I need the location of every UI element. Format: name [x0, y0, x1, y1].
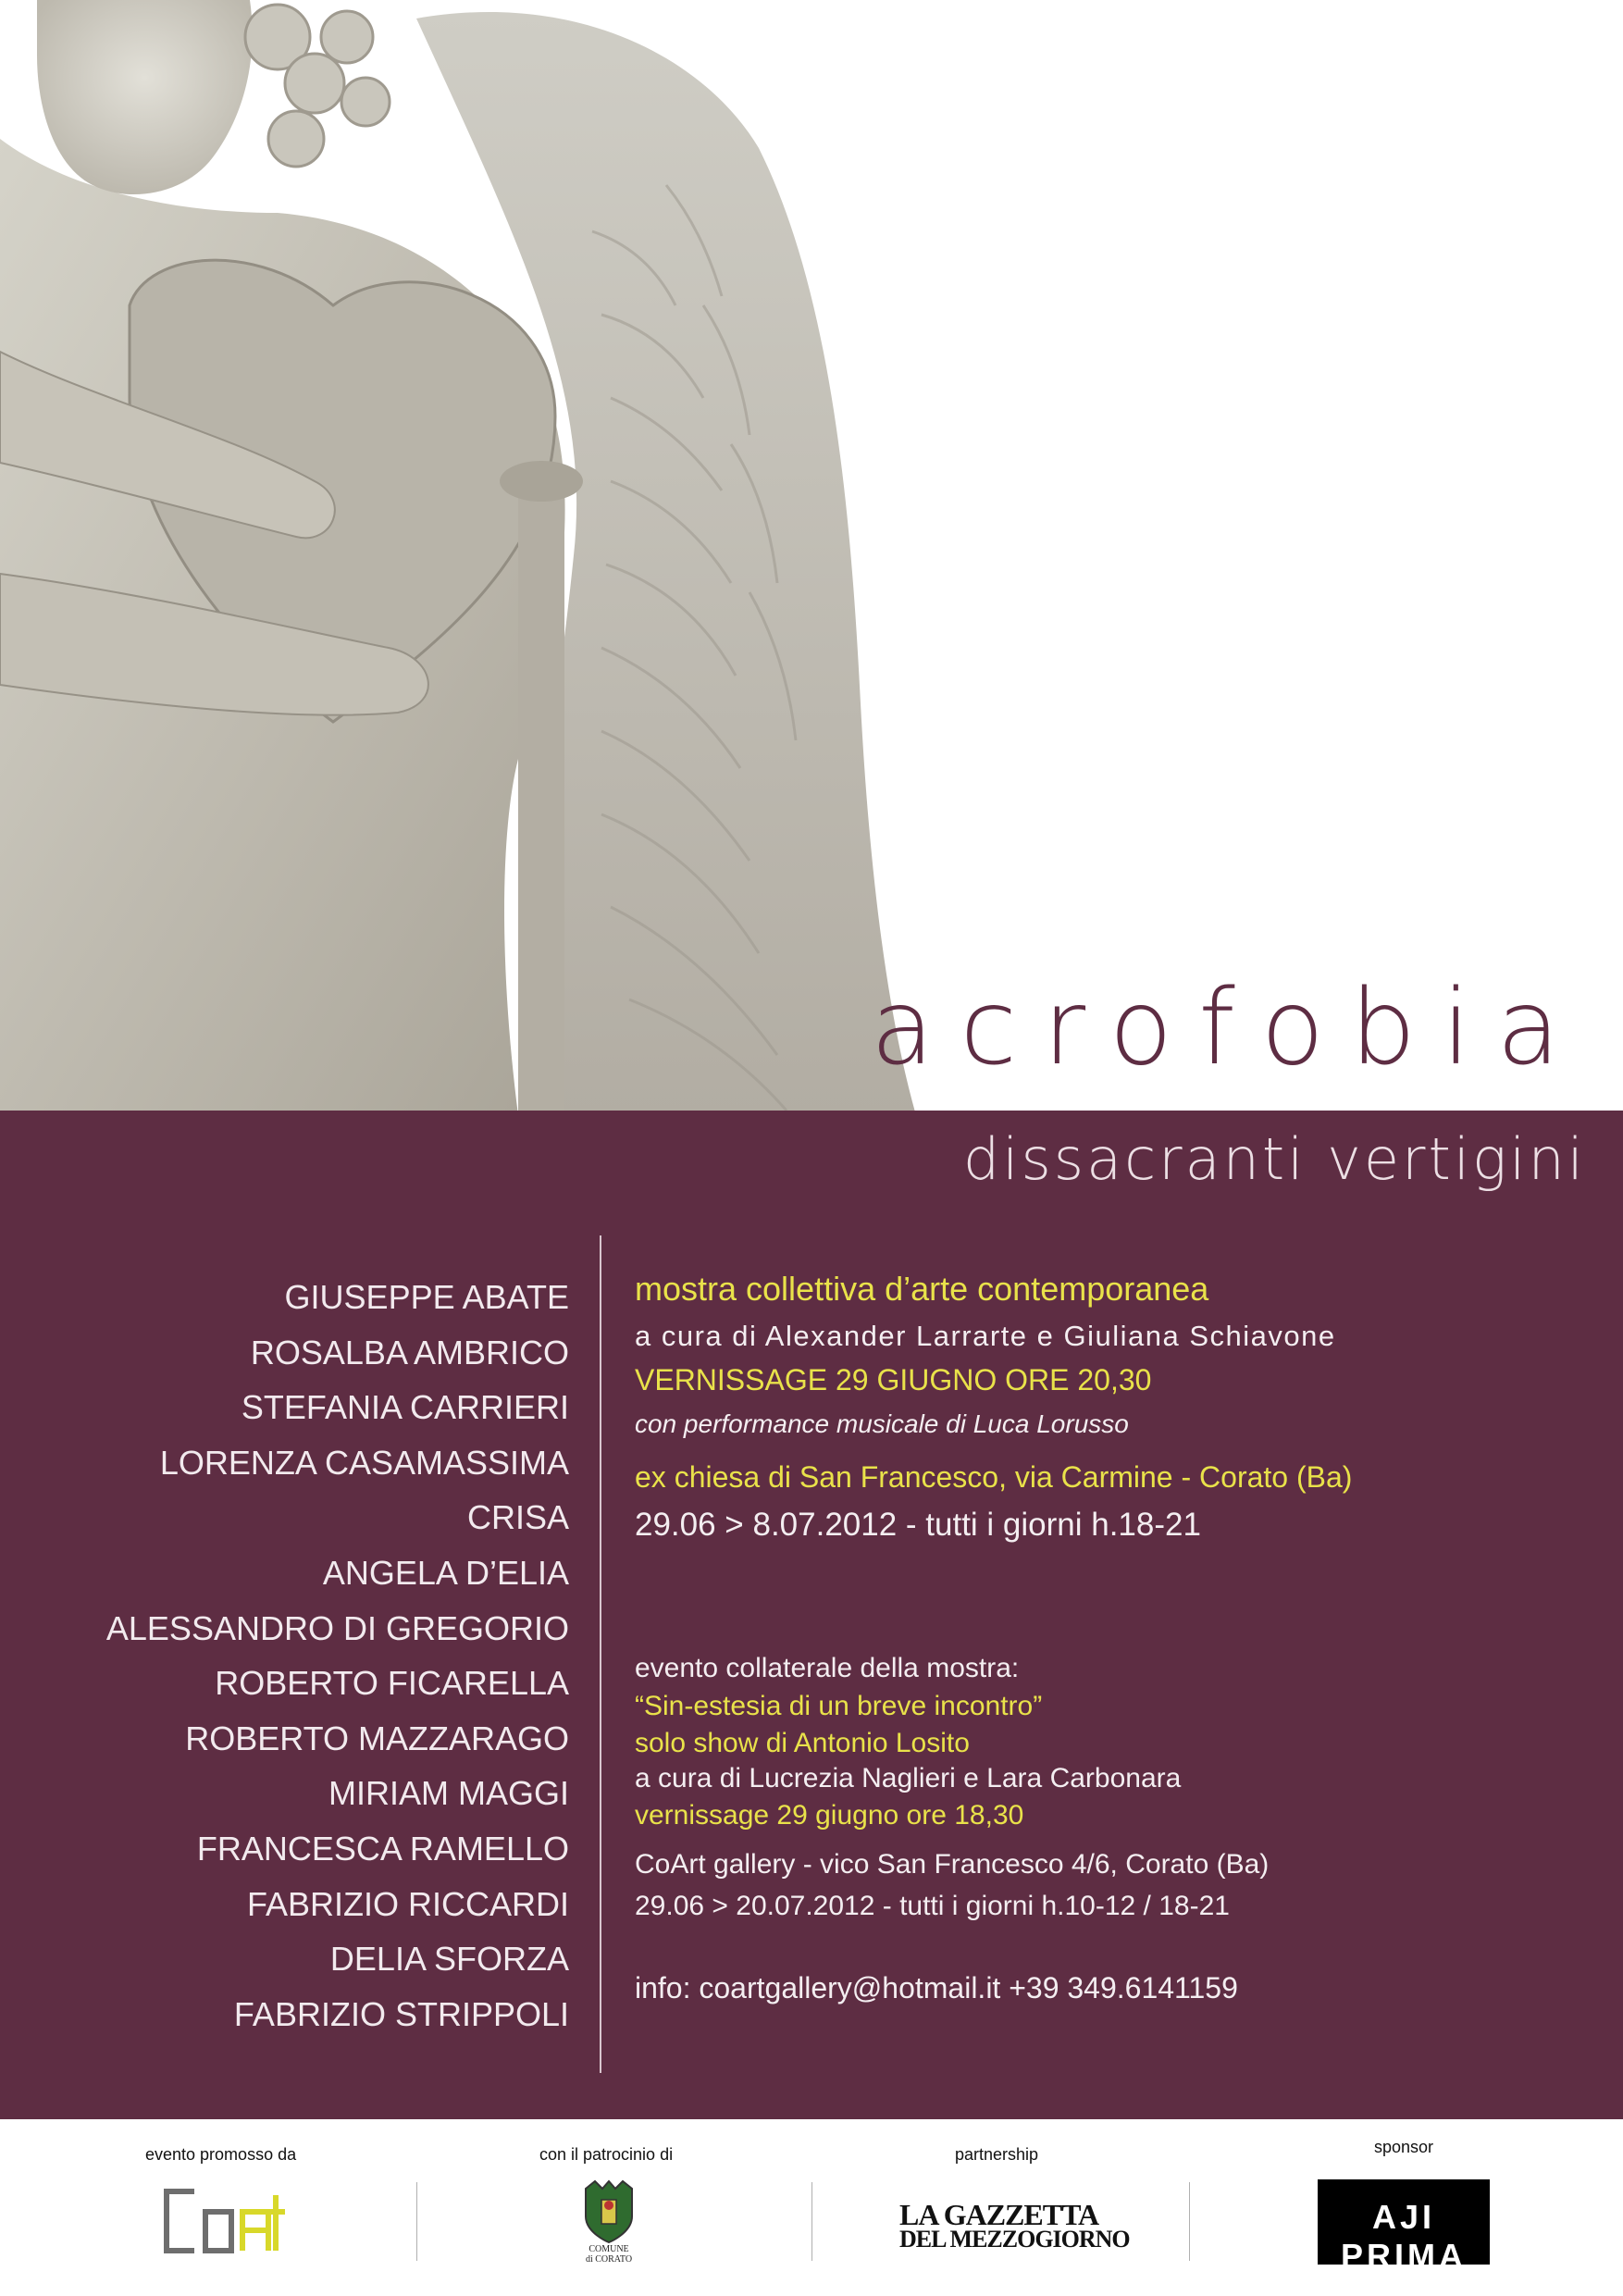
artist-name: LORENZA CASAMASSIMA [159, 1443, 569, 1482]
patronage-label: con il patrocinio di [539, 2145, 674, 2164]
exhibition-type: mostra collettiva d’arte contemporanea [635, 1270, 1209, 1308]
collateral-vernissage: vernissage 29 giugno ore 18,30 [635, 1800, 1024, 1831]
collateral-intro: evento collaterale della mostra: [635, 1653, 1020, 1683]
exhibition-performance: con performance musicale di Luca Lorusso [635, 1409, 1129, 1438]
artist-name: ROBERTO FICARELLA [215, 1664, 569, 1703]
artist-name: ROBERTO MAZZARAGO [185, 1719, 569, 1757]
coart-logo [159, 2184, 289, 2258]
artist-name: FRANCESCA RAMELLO [196, 1829, 569, 1868]
column-divider [600, 1235, 601, 2073]
exhibition-subtitle: dissacranti vertigini [962, 1125, 1586, 1193]
collateral-title: “Sin-estesia di un breve incontro” [635, 1691, 1043, 1721]
footer-separator [1189, 2182, 1190, 2261]
artist-name: CRISA [466, 1498, 569, 1537]
exhibition-title: acrofobia [870, 968, 1586, 1088]
artist-list [106, 1270, 569, 2042]
sponsor-label: sponsor [1374, 2138, 1434, 2156]
sponsor-logo-sub: LOUNGE BAR [1336, 2276, 1471, 2286]
collateral-curators: a cura di Lucrezia Naglieri e Lara Carbonara [635, 1763, 1182, 1793]
contact-info: info: coartgallery@hotmail.it +39 349.6141159 [635, 1971, 1238, 2004]
exhibition-vernissage: VERNISSAGE 29 GIUGNO ORE 20,30 [635, 1363, 1152, 1396]
collateral-venue: CoArt gallery - vico San Francesco 4/6, Corato (Ba) [635, 1849, 1270, 1880]
artist-name: DELIA SFORZA [329, 1940, 569, 1979]
comune-corato-crest [576, 2179, 641, 2272]
exhibition-venue: ex chiesa di San Francesco, via Carmine - Corato (Ba) [635, 1460, 1353, 1494]
artist-name: ALESSANDRO DI GREGORIO [105, 1608, 569, 1647]
promoted-by-label: evento promosso da [145, 2145, 297, 2164]
exhibition-dates: 29.06 > 8.07.2012 - tutti i giorni h.18-21 [635, 1507, 1201, 1543]
artist-name: FABRIZIO RICCARDI [246, 1884, 569, 1923]
artist-name: FABRIZIO STRIPPOLI [233, 1994, 569, 2033]
comune-line2: di CORATO [585, 2254, 633, 2265]
footer-separator [416, 2182, 417, 2261]
gazzetta-line2: DEL MEZZOGIORNO [899, 2226, 1130, 2253]
sponsor-logo [1318, 2179, 1490, 2286]
comune-line1: COMUNE [588, 2244, 629, 2254]
gazzetta-logo [899, 2198, 1130, 2253]
collateral-show: solo show di Antonio Losito [635, 1728, 970, 1758]
comune-label [576, 2244, 641, 2265]
gazzetta-line1: LA GAZZETTA [899, 2198, 1099, 2231]
collateral-dates: 29.06 > 20.07.2012 - tutti i giorni h.10-12 / 18-21 [635, 1891, 1230, 1921]
artist-name: GIUSEPPE ABATE [284, 1278, 569, 1316]
artist-name: ANGELA D’ELIA [322, 1553, 569, 1592]
partnership-label: partnership [955, 2145, 1039, 2164]
angel-statue-image [0, 0, 1623, 1120]
artist-name: ROSALBA AMBRICO [250, 1333, 569, 1371]
exhibition-curators: a cura di Alexander Larrarte e Giuliana Schiavone [635, 1320, 1336, 1352]
artist-name: STEFANIA CARRIERI [241, 1388, 569, 1427]
sponsor-logo-text: AJI PRIMA [1341, 2198, 1467, 2275]
artist-name: MIRIAM MAGGI [328, 1774, 569, 1813]
